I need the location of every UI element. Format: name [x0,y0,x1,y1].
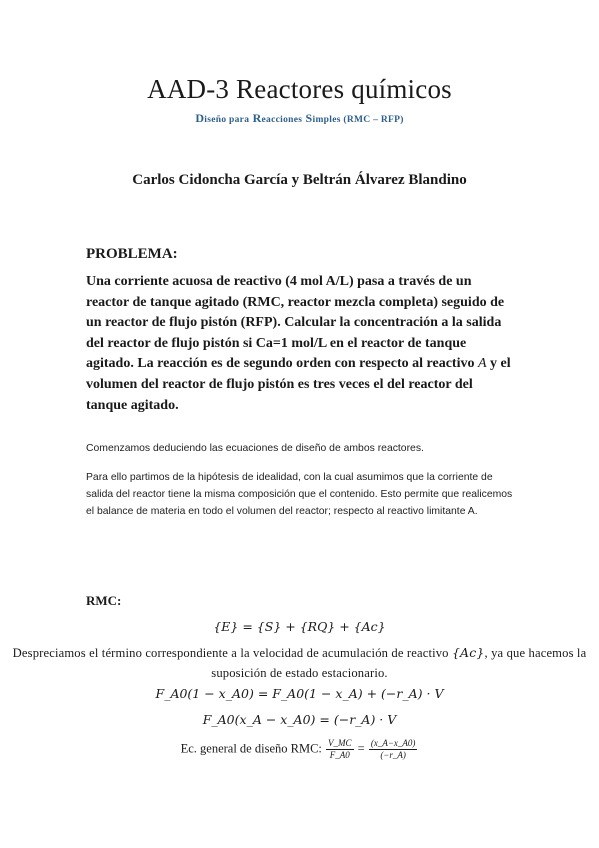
subtitle-part-1: iseño para [204,115,250,125]
problem-text-part-1: Una corriente acuosa de reactivo (4 mol A/L) pasa a través de un reactor de tanque agitado (RMC, reactor mezcla completa) seguido de un reactor de flujo pistón (RFP). Calcular la concentración a la salida del reactor de flujo pistón si Ca=1 mol/L en el reactor de tanque agitado. La reacción es de segundo orden con respecto al reactivo [86,274,505,372]
problem-statement [86,272,516,416]
lhs-denominator: F_A0 [329,750,350,760]
rhs-denominator: (−r_A) [380,750,406,760]
rhs-numerator: (x_A−x_A0) [370,738,416,748]
intro-paragraph-2: Para ello partimos de la hipótesis de idealidad, con la cual asumimos que la corriente de salida del reactor tiene la misma composición que el contenido. Esto permite que realicemos el balance de materia en todo el volumen del reactor; respecto al reactivo limitante A. [86,472,513,517]
lhs-fraction [326,738,354,761]
description-variable: {Ac} [451,645,485,660]
description-part-1: Despreciamos el término correspondiente a la velocidad de acumulación de reactivo [12,646,449,660]
problem-heading: PROBLEMA: [86,246,178,262]
subtitle-part-2: eacciones [261,115,303,125]
subtitle-cap-s: S [305,111,313,125]
balance-equation: {E} = {S} + {RQ} + {Ac} [213,619,386,634]
document-authors: Carlos Cidoncha García y Beltrán Álvarez Blandino [132,172,467,188]
lhs-numerator: V_MC [328,738,352,748]
steady-state-description [0,643,599,683]
intro-paragraph-1: Comenzamos deduciendo las ecuaciones de diseño de ambos reactores. [86,443,424,454]
rhs-fraction [369,738,418,761]
document-title: AAD-3 Reactores químicos [147,74,452,104]
equals-sign: = [357,741,365,756]
problem-text-part-2: y el volumen del reactor de flujo pistón es tres veces el del reactor del tanque agitado. [86,356,511,413]
mass-balance-equation: F_A0(1 − x_A0) = F_A0(1 − x_A) + (−r_A) · V [155,686,444,701]
design-equation-label: Ec. general de diseño RMC: [180,741,322,756]
subtitle-part-3: imples (RMC – RFP) [312,115,404,125]
subtitle-cap-r: R [252,111,262,125]
rmc-design-equation [0,738,599,761]
document-subtitle [0,111,599,126]
subtitle-cap-d: D [195,111,205,125]
simplified-equation: F_A0(x_A − x_A0) = (−r_A) · V [202,712,397,727]
description-part-2: , ya que hacemos la suposición de estado estacionario. [211,646,587,680]
rmc-heading: RMC: [86,593,122,608]
problem-reactant-variable: A [477,356,487,372]
